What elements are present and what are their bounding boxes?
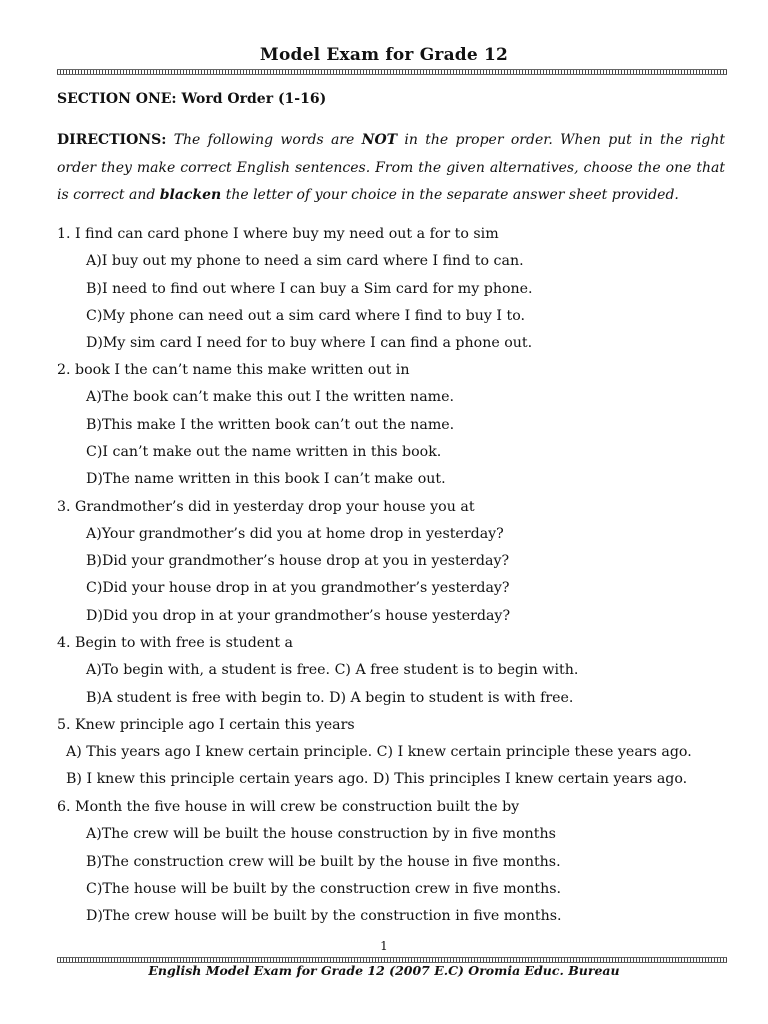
directions-blacken: blacken (159, 187, 222, 203)
answer-option: A)To begin with, a student is free. C) A free student is to begin with. (86, 662, 579, 678)
answer-option: D)The crew house will be built by the construction in five months. (86, 908, 562, 924)
answer-option: B)Did your grandmother’s house drop at you in yesterday? (86, 553, 510, 569)
section-heading: SECTION ONE: Word Order (1-16) (57, 91, 327, 107)
answer-option: B)I need to find out where I can buy a Sim card for my phone. (86, 281, 533, 297)
directions-not: NOT (361, 132, 398, 148)
answer-option: D)The name written in this book I can’t make out. (86, 471, 446, 487)
answer-option: D)Did you drop in at your grandmother’s house yesterday? (86, 608, 511, 624)
question-stem: 4. Begin to with free is student a (57, 635, 293, 651)
directions-label: DIRECTIONS: (57, 132, 167, 148)
question-stem: 3. Grandmother’s did in yesterday drop your house you at (57, 499, 475, 515)
answer-option: C)The house will be built by the construction crew in five months. (86, 881, 562, 897)
answer-option: B)A student is free with begin to. D) A begin to student is with free. (86, 690, 574, 706)
answer-option: A)The book can’t make this out I the written name. (86, 389, 455, 405)
answer-option: B)This make I the written book can’t out the name. (86, 417, 455, 433)
answer-option: D)My sim card I need for to buy where I can find a phone out. (86, 335, 533, 351)
page-number: 1 (380, 939, 388, 953)
answer-option: B)The construction crew will be built by the house in five months. (86, 854, 561, 870)
header-divider (57, 69, 727, 75)
question-stem: 6. Month the five house in will crew be construction built the by (57, 799, 520, 815)
answer-option: A)I buy out my phone to need a sim card where I find to can. (86, 253, 524, 269)
answer-option: C)I can’t make out the name written in this book. (86, 444, 442, 460)
directions-text-2: in the proper order. When put in the right order they make correct English sentences. From the given alternatives, choose the one that is correct and (57, 132, 725, 203)
answer-option: A)Your grandmother’s did you at home drop in yesterday? (86, 526, 504, 542)
footer-text: English Model Exam for Grade 12 (2007 E.C) Oromia Educ. Bureau (148, 963, 620, 978)
answer-option: B) I knew this principle certain years ago. D) This principles I knew certain years ago. (66, 771, 688, 787)
directions-paragraph (57, 127, 725, 210)
answer-option: C)Did your house drop in at you grandmother’s yesterday? (86, 580, 510, 596)
answer-option: C)My phone can need out a sim card where I find to buy I to. (86, 308, 526, 324)
answer-option: A) This years ago I knew certain principle. C) I knew certain principle these years ago. (66, 744, 692, 760)
question-stem: 1. I find can card phone I where buy my need out a for to sim (57, 226, 499, 242)
directions-text-1: The following words are (166, 132, 362, 148)
directions-text-3: the letter of your choice in the separate answer sheet provided. (221, 187, 679, 203)
question-stem: 2. book I the can’t name this make written out in (57, 362, 410, 378)
answer-option: A)The crew will be built the house construction by in five months (86, 826, 556, 842)
question-stem: 5. Knew principle ago I certain this years (57, 717, 355, 733)
page-title: Model Exam for Grade 12 (259, 45, 509, 65)
